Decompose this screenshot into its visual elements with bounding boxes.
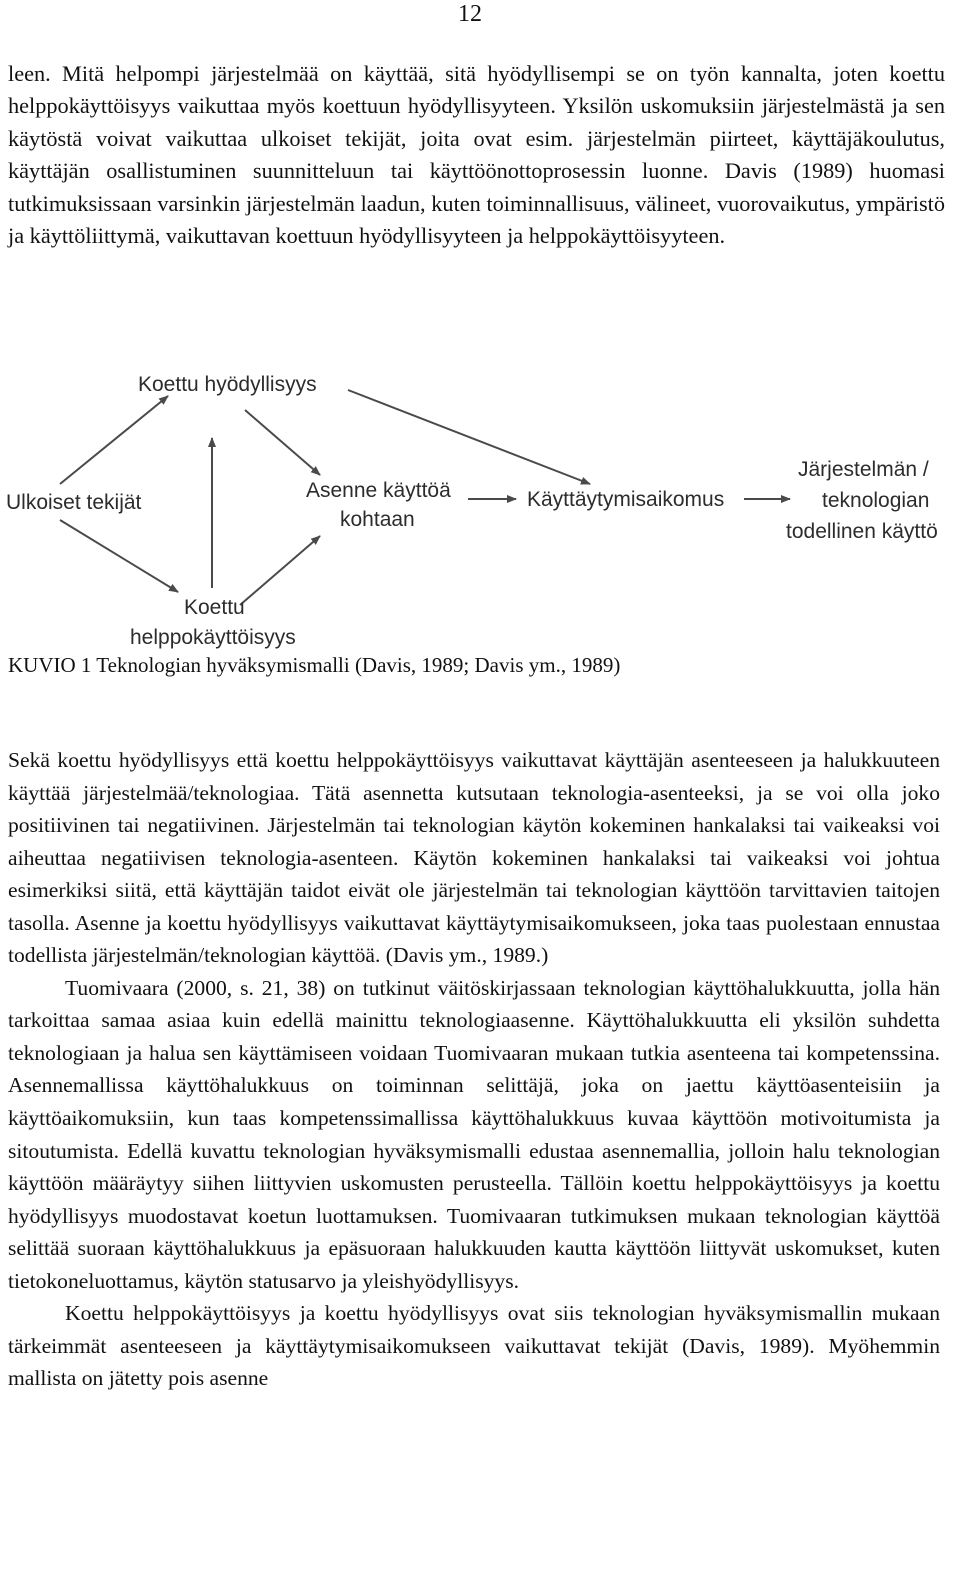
node-actual-use-line3: todellinen käyttö: [786, 520, 938, 543]
body-paragraph: Sekä koettu hyödyllisyys että koettu helppokäyttöisyys vaikuttavat käyttäjän asenteeseen ja halukkuuteen käyttää järjestelmää/teknologiaa. Tätä asennetta kutsutaan teknologia-asenteeksi, ja se voi olla joko positiivinen tai negatiivinen. Järjestelmän tai teknologian käytön kokeminen hankalaksi tai vaikeaksi voi aiheuttaa negatiivisen teknologia-asenteen. Käytön kokeminen hankalaksi tai vaikeaksi voi johtua esimerkiksi siitä, että käyttäjän taidot eivät ole järjestelmän tai teknologian käyttöön tarvittavien taitojen tasolla. Asenne ja koettu hyödyllisyys vaikuttavat käyttäytymisaikomukseen, joka taas puolestaan ennustaa todellista järjestelmän/teknologian käyttöä. (Davis ym., 1989.): [8, 748, 940, 968]
arrow-usefulness-to-attitude: [245, 410, 320, 475]
node-external-factors: Ulkoiset tekijät: [6, 491, 142, 514]
arrow-external-to-usefulness: [60, 396, 168, 484]
arrow-usefulness-to-intention: [348, 390, 590, 484]
node-perceived-usefulness: Koettu hyödyllisyys: [138, 373, 317, 396]
figure-caption: KUVIO 1 Teknologian hyväksymismalli (Davis, 1989; Davis ym., 1989): [8, 653, 621, 677]
tam-diagram-svg: [0, 360, 960, 660]
node-attitude-line1: Asenne käyttöä: [306, 479, 451, 502]
arrow-external-to-ease: [60, 520, 178, 592]
node-ease-line2: helppokäyttöisyys: [130, 626, 296, 649]
node-actual-use-line1: Järjestelmän /: [798, 458, 929, 481]
node-actual-use-line2: teknologian: [822, 489, 930, 512]
body-paragraph: Koettu helppokäyttöisyys ja koettu hyödyllisyys ovat siis teknologian hyväksymismallin mukaan tärkeimmät asenteeseen ja käyttäytymisaikomukseen vaikuttavat tekijät (Davis, 1989). Myöhemmin mallista on jätetty pois asenne: [8, 1301, 940, 1391]
arrow-ease-to-attitude: [240, 536, 320, 605]
body-paragraph: Tuomivaara (2000, s. 21, 38) on tutkinut väitöskirjassaan teknologian käyttöhalukkuutta, jolla hän tarkoittaa samaa asiaa kuin edellä mainittu teknologiaasenne. Käyttöhalukkuutta eli yksilön suhdetta teknologiaan ja halua sen käyttämiseen voidaan Tuomivaaran mukaan tutkia asenteena tai kompetenssina. Asennemallissa käyttöhalukkuus on toiminnan selittäjä, joka on jaettu käyttöasenteisiin ja käyttöaikomuksiin, kun taas kompetenssimallissa käyttöhalukkuus kuvaa käyttöön motivoitumista ja sitoutumista. Edellä kuvattu teknologian hyväksymismalli edustaa asennemallia, jolloin halu teknologian käyttöön määräytyy siihen liittyvien uskomusten perusteella. Tällöin koettu helppokäyttöisyys ja koettu hyödyllisyys muodostavat koetun luottamuksen. Tuomivaaran tutkimuksen mukaan teknologian käyttöä selittää suoraan käyttöhalukkuus ja epäsuoraan halukkuuden kautta käyttöön liittyvät uskomukset, kuten tietokoneluottamus, käytön statusarvo ja yleishyödyllisyys.: [8, 975, 940, 1293]
node-behavioral-intention: Käyttäytymisaikomus: [527, 488, 725, 511]
node-attitude-line2: kohtaan: [340, 508, 415, 531]
node-ease-line1: Koettu: [184, 596, 245, 619]
intro-paragraph: leen. Mitä helpompi järjestelmää on käyttää, sitä hyödyllisempi se on työn kannalta, joten koettu helppokäyttöisyys vaikuttaa myös koettuun hyödyllisyyteen. Yksilön uskomuksiin järjestelmästä ja sen käytöstä voivat vaikuttaa ulkoiset tekijät, joita ovat esim. järjestelmän piirteet, käyttäjäkoulutus, käyttäjän osallistuminen suunnitteluun tai käyttöönottoprosessin luonne. Davis (1989) huomasi tutkimuksissaan varsinkin järjestelmän laadun, kuten toiminnallisuus, välineet, vuorovaikutus, ympäristö ja käyttöliittymä, vaikuttavan koettuun hyödyllisyyteen ja helppokäyttöisyyteen.: [8, 61, 945, 249]
page-number: 12: [458, 1, 482, 27]
tam-diagram: [0, 360, 960, 660]
body-text: [8, 744, 940, 1395]
